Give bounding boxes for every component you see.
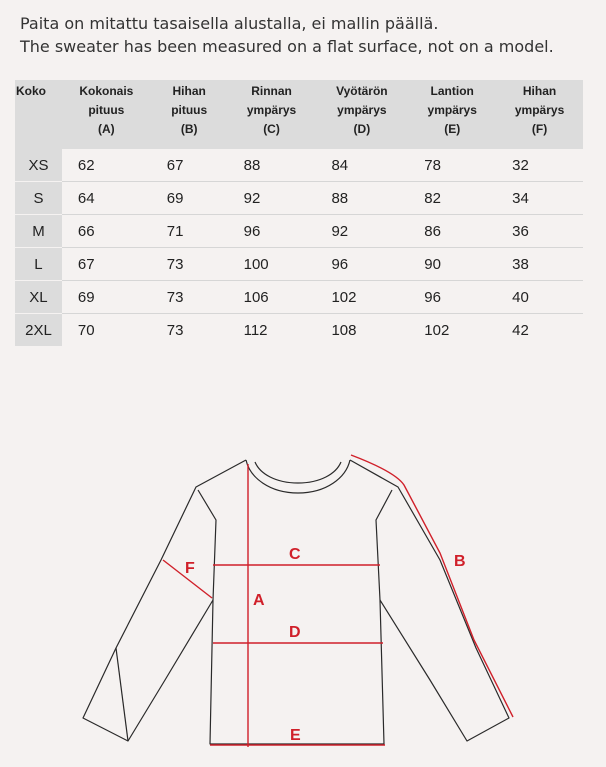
value-cell: 78	[408, 149, 496, 182]
header-line: Rinnan	[251, 84, 292, 98]
size-cell: XS	[15, 149, 62, 182]
header-line: (D)	[353, 122, 371, 136]
value-cell: 73	[166, 321, 184, 339]
value-cell: 62	[62, 149, 151, 182]
value-cell: 34	[496, 182, 583, 215]
table-row	[15, 149, 583, 182]
value-cell: 40	[496, 281, 583, 314]
value-cell: 66	[62, 215, 151, 248]
value-cell: 92	[228, 182, 316, 215]
header-line: ympärys	[514, 103, 565, 117]
table-header-row	[15, 80, 583, 149]
header-line: (A)	[98, 122, 115, 136]
value-cell: 100	[228, 248, 316, 281]
header-line: ympärys	[427, 103, 477, 117]
value-cell: 88	[315, 182, 408, 215]
header-line: (E)	[444, 122, 461, 136]
label-f: F	[185, 560, 195, 577]
header-line: Hihan	[522, 84, 557, 98]
value-cell: 102	[424, 321, 450, 339]
value-cell: 70	[77, 321, 95, 339]
table-row	[15, 215, 583, 248]
value-cell: 32	[496, 149, 583, 182]
value-cell: 42	[512, 321, 529, 339]
header-line: ympärys	[246, 103, 297, 117]
header-sleeve-circumference	[496, 80, 583, 149]
header-line: Lantion	[430, 84, 474, 98]
header-sleeve-length	[151, 80, 228, 149]
size-cell: S	[15, 182, 62, 215]
value-cell: 86	[408, 215, 496, 248]
intro-line-fi: Paita on mitattu tasaisella alustalla, ei mallin päällä.	[20, 14, 439, 33]
value-cell: 69	[62, 281, 151, 314]
value-cell: 69	[151, 182, 228, 215]
header-chest	[228, 80, 316, 149]
value-cell: 73	[151, 248, 228, 281]
sweater-outline	[83, 460, 509, 744]
label-c: C	[289, 546, 301, 563]
value-cell: 84	[315, 149, 408, 182]
table-row	[15, 314, 583, 347]
value-cell: 96	[408, 281, 496, 314]
value-cell: 90	[408, 248, 496, 281]
value-cell: 36	[496, 215, 583, 248]
value-cell: 67	[62, 248, 151, 281]
value-cell: 67	[151, 149, 228, 182]
value-cell: 96	[315, 248, 408, 281]
header-line: (F)	[531, 122, 548, 136]
value-cell: 106	[228, 281, 316, 314]
size-cell: M	[15, 215, 62, 248]
table-row	[15, 182, 583, 215]
value-cell: 38	[496, 248, 583, 281]
header-line: pituus	[88, 103, 125, 117]
measurement-labels	[185, 546, 466, 744]
value-cell: 102	[315, 281, 408, 314]
table-row	[15, 281, 583, 314]
header-line: Vyötärön	[336, 84, 388, 98]
size-cell: L	[15, 248, 62, 281]
value-cell: 73	[151, 281, 228, 314]
measure-line-b	[351, 455, 513, 717]
table-row	[15, 248, 583, 281]
header-size	[15, 80, 62, 149]
value-cell: 96	[228, 215, 316, 248]
label-b: B	[454, 553, 466, 570]
value-cell: 64	[62, 182, 151, 215]
measurement-lines	[163, 455, 513, 747]
header-hip	[408, 80, 496, 149]
header-waist	[315, 80, 408, 149]
value-cell: 112	[243, 321, 268, 339]
value-cell: 82	[408, 182, 496, 215]
header-total-length	[62, 80, 151, 149]
header-line: Kokonais	[79, 84, 134, 98]
size-table	[15, 80, 583, 346]
value-cell: 88	[228, 149, 316, 182]
sweater-measurement-diagram	[0, 440, 606, 767]
intro-text	[20, 12, 554, 58]
label-a: A	[253, 592, 265, 609]
header-size-label: Koko	[16, 84, 46, 98]
value-cell: 108	[331, 321, 357, 339]
header-line: Hihan	[172, 84, 206, 98]
value-cell: 92	[315, 215, 408, 248]
value-cell: 71	[151, 215, 228, 248]
size-cell: XL	[15, 281, 62, 314]
header-line: pituus	[171, 103, 208, 117]
intro-line-en: The sweater has been measured on a flat surface, not on a model.	[20, 37, 554, 56]
header-line: ympärys	[337, 103, 387, 117]
size-cell: 2XL	[15, 314, 62, 347]
header-line: (B)	[180, 122, 198, 136]
header-line: (C)	[263, 122, 280, 136]
label-d: D	[289, 624, 301, 641]
label-e: E	[290, 727, 301, 744]
